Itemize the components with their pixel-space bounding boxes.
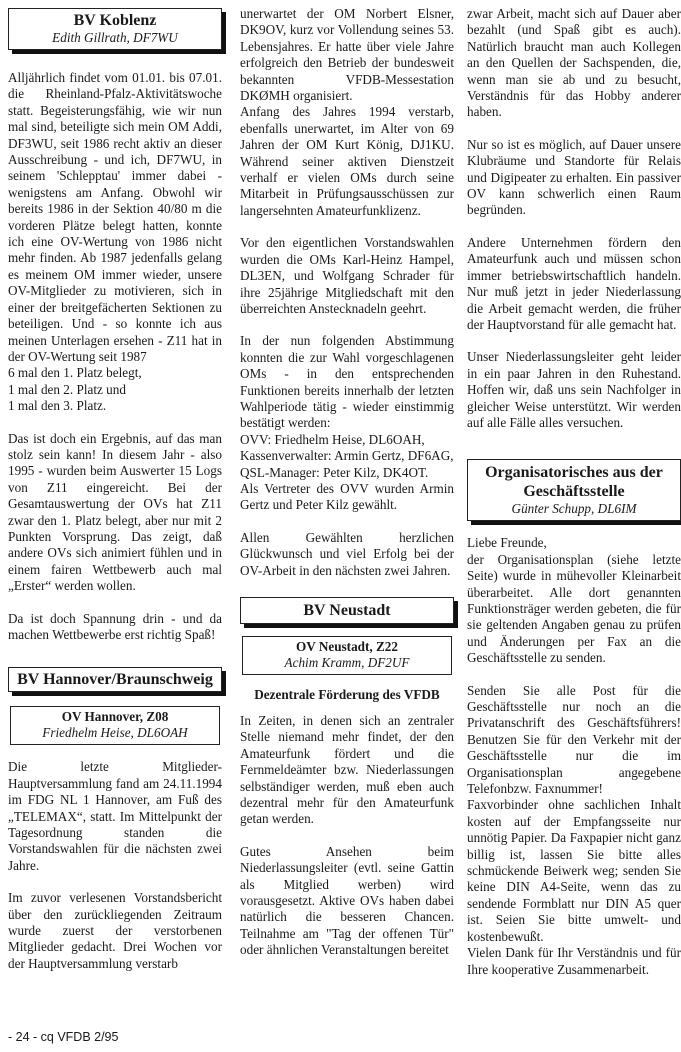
paragraph: In Zeiten, in denen sich an zentraler Stelle niemand mehr findet, der den Amateurfunk fördert und die Fernmeldeämter bzw. Niederlassungen selbständiger werden, muß eben auch dezentral mehr für den Amateurfunk getan werden. (240, 713, 454, 827)
paragraph: Als Vertreter des OVV wurden Armin Gertz und Peter Kilz gewählt. (240, 480, 454, 513)
list-item: 1 mal den 2. Platz und (8, 381, 126, 397)
section-author: Edith Gillrath, DF7WU (52, 30, 178, 45)
section-header-koblenz (8, 8, 222, 50)
section-header-neustadt (240, 597, 454, 624)
section-header-hannover-bv (8, 667, 222, 692)
paragraph: In der nun folgenden Abstimmung konnten die zur Wahl vorgeschlagenen OMs - in den entsprechenden Funktionen bereits innerhalb der letzten Wahlperiode tätig - wieder einstimmig bestätigt werden: (240, 333, 454, 431)
paragraph: zwar Arbeit, macht sich auf Dauer aber bezahlt (und Spaß gibt es auch). Natürlich braucht man auch Kollegen an den Quellen der Sachspenden, die, wenn man sie ab und zu besucht, Verständnis für das Hobby anderer haben. (467, 6, 681, 120)
subsection-title: OV Hannover, Z08 (61, 709, 169, 725)
section-title: BV Neustadt (303, 602, 391, 619)
paragraph: Unser Niederlassungsleiter geht leider in ein paar Jahren in den Ruhestand. Hoffen wir, daß uns sein Nachfolger in gleicher Weise unterstützt. Wir werden auf alle Fälle alles versuchen. (467, 349, 681, 430)
subsection-author: Friedhelm Heise, DL6OAH (42, 725, 188, 741)
paragraph: unerwartet der OM Norbert Elsner, DK9OV, kurz vor Vollendung seines 53. Lebensjahres. Er hatte über viele Jahre erfolgreich den Betrieb der bundesweit bekannten VFDB-Messestation DKØMH organisiert. (240, 6, 454, 104)
paragraph: Das ist doch ein Ergebnis, auf das man stolz sein kann! In diesem Jahr - also 1995 - wurden beim Auswerter 15 Logs von Z11 eingereicht. Bei der Gesamtauswertung der OVs hat Z11 zwar den 1. Platz belegt, aber nur mit 2 Punkten Vorsprung. Das zeigt, daß andere OVs sich animiert fühlen und in einem fairen Wettbewerb auch mal „Erster“ werden wollen. (8, 430, 222, 594)
paragraph: der Organisationsplan (siehe letzte Seite) wurde in mühevoller Kleinarbeit überarbeitet. Alle dort genannten Funktionsträger werden gebeten, die für sie geltenden Angaben genau zu prüfen und Änderungen per Fax an die Geschäftsstelle zu senden. (467, 551, 681, 666)
subsection-header-neustadt-ov (242, 636, 452, 675)
column-1 (8, 6, 222, 972)
column-2 (240, 6, 454, 959)
paragraph: Faxvorbinder ohne sachlichen Inhalt kosten auf der Empfangsseite nur unnötig Papier. Da Faxpapier nicht ganz billig ist, lassen Sie bitte alles schmückende Beiwerk weg; senden Sie keine DIN A4-Seite, wenn das zu sendende Formblatt nur DIN A5 quer ist. Seien Sie bitte umwelt- und kostenbewußt. (467, 797, 681, 944)
list-item: Kassenverwalter: Armin Gertz, DF6AG, (240, 448, 454, 464)
page-footer: - 24 - cq VFDB 2/95 (8, 1030, 119, 1044)
subsection-header-hannover-ov (10, 706, 220, 745)
list-item: 6 mal den 1. Platz belegt, (8, 365, 142, 381)
paragraph: Vor den eigentlichen Vorstandswahlen wurden die OMs Karl-Heinz Hampel, DL3EN, und Wolfgang Schrader für ihre 25jährige Mitgliedschaft mit den überreichten Anstecknadeln geehrt. (240, 235, 454, 316)
paragraph: Die letzte Mitglieder-Hauptversammlung fand am 24.11.1994 im FDG NL 1 Hannover, am Fuß des „TELEMAX“, statt. Im Mittelpunkt der Tagesordnung standen die Vorstandswahlen für die nächsten zwei Jahre. (8, 759, 222, 873)
column-3 (467, 6, 681, 978)
subsection-title: OV Neustadt, Z22 (296, 639, 398, 654)
section-title: BV Hannover/Braunschweig (17, 671, 213, 689)
list-item: QSL-Manager: Peter Kilz, DK4OT. (240, 464, 429, 480)
list-item: OVV: Friedhelm Heise, DL6OAH, (240, 431, 425, 447)
paragraph: Vielen Dank für Ihr Verständnis und für Ihre kooperative Zusammenarbeit. (467, 945, 681, 977)
paragraph: Alljährlich findet vom 01.01. bis 07.01. die Rheinland-Pfalz-Aktivitätswoche statt. Begeisterungsfähig, wie wir nun mal sind, beteiligte sich mein OM Addi, DF3WU, seit 1986 recht aktiv an dieser Ausschreibung - und ich, DF7WU, in seinem 'Schlepptau' immer dabei - wenigstens am Anfang. Obwohl wir bereits 1986 in der Sektion 40/80 m die vorderen Plätze belegt hatten, konnte ich eine OV-Wertung von 1986 nicht mehr finden. Ab 1987 jedenfalls gelang es meinem OM immer wieder, unsere OV-Mitglieder zu motivieren, sich in einer der breitgefächerten Sektionen zu beteiligen. Und - so konnte ich aus meinen Unterlagen ersehen - Z11 hat in der OV-Wertung seit 1987 (8, 70, 222, 364)
section-title: BV Koblenz (73, 12, 157, 29)
paragraph: Senden Sie alle Post für die Geschäftsstelle nur noch an die Privatanschrift des Geschäftsführers! Benutzen Sie für den Verkehr mit der Geschäftsstelle nur die im Organisationsplan angegebene Telefonbzw. Faxnummer! (467, 682, 681, 797)
paragraph: Im zuvor verlesenen Vorstandsbericht über den zurückliegenden Zeitraum wurde zuerst der verstorbenen Mitglieder gedacht. Drei Wochen vor der Hauptversammlung verstarb (8, 890, 222, 971)
section-author: Günter Schupp, DL6IM (511, 501, 637, 517)
section-header-organisation (467, 459, 681, 521)
section-title-line1: Organisatorisches aus der (485, 464, 663, 482)
subsection-author: Achim Kramm, DF2UF (284, 655, 410, 670)
paragraph: Anfang des Jahres 1994 verstarb, ebenfalls unerwartet, im Alter von 69 Jahren der OM Kurt König, DJ1KU. Während seiner aktiven Dienstzeit verhalf er vielen OMs durch seine Mitarbeit in Prüfungsausschüssen zur langersehnten Amateurfunklizenz. (240, 104, 454, 218)
list-item: 1 mal den 3. Platz. (8, 398, 107, 414)
section-title-line2: Geschäftsstelle (523, 483, 625, 501)
paragraph: Nur so ist es möglich, auf Dauer unsere Klubräume und Standorte für Relais und Digipeater zu erhalten. Ein passiver OV kann schwerlich einen Raum begründen. (467, 136, 681, 218)
paragraph: Gutes Ansehen beim Niederlassungsleiter (evtl. seine Gattin als Mitglied werben) wird vorausgesetzt. Aktive OVs haben dabei natürlich die besseren Chancen. Teilnahme am "Tag der offenen Tür" oder ähnlichen Veranstaltungen bereitet (240, 843, 454, 958)
paragraph: Andere Unternehmen fördern den Amateurfunk auch und müssen schon immer betriebswirtschaftlich handeln. Nur muß jetzt in jeder Niederlassung die Arbeit gemacht werden, die früher der Hauptvorstand für alle gemacht hat. (467, 234, 681, 332)
salutation: Liebe Freunde, (467, 535, 547, 551)
paragraph: Da ist doch Spannung drin - und da machen Wettbewerbe erst richtig Spaß! (8, 610, 222, 642)
article-heading: Dezentrale Förderung des VFDB (254, 687, 440, 702)
paragraph: Allen Gewählten herzlichen Glückwunsch und viel Erfolg bei der OV-Arbeit in den nächsten zwei Jahren. (240, 529, 454, 578)
